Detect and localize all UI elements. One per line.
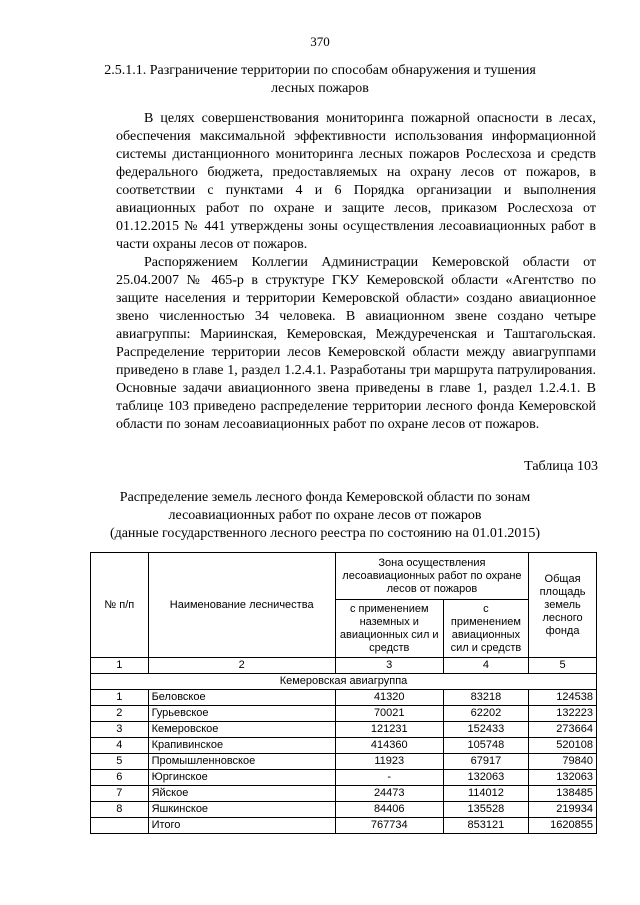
cell-total: 138485	[529, 786, 597, 802]
cell-name: Кемеровское	[148, 722, 335, 738]
cell-name: Беловское	[148, 690, 335, 706]
table-row	[91, 738, 597, 754]
paragraph: Распоряжением Коллегии Администрации Кемеровской области от 25.04.2007 № 465-р в структуре ГКУ Кемеровской области «Агентство по защите населения и территории Кемеровской области» создано авиационное звено численностью 34 человека. В авиационном звене создано четыре авиагруппы: Мариинская, Кемеровская, Междуреченская и Таштагольская. Распределение территории лесов Кемеровской области между авиагруппами приведено в главе 1, раздел 1.2.4.1. Разработаны три маршрута патрулирования. Основные задачи авиационного звена приведены в главе 1, раздел 1.2.4.1. В таблице 103 приведено распределение территории лесного фонда Кемеровской области по зонам лесоавиационных работ по охране лесов от пожаров.	[116, 255, 596, 432]
cell-total: 219934	[529, 802, 597, 818]
cell-num: 4	[91, 738, 149, 754]
cell-ground: 41320	[335, 690, 443, 706]
table-row	[91, 706, 597, 722]
cell-num: 3	[91, 722, 149, 738]
cell-num: 2	[91, 706, 149, 722]
cell-ground: 121231	[335, 722, 443, 738]
cell-total: 132063	[529, 770, 597, 786]
table-row	[91, 770, 597, 786]
cell-num	[91, 818, 149, 834]
cell-ground: -	[335, 770, 443, 786]
cell-air: 114012	[443, 786, 528, 802]
cell-name: Гурьевское	[148, 706, 335, 722]
table-label: Таблица 103	[524, 459, 598, 474]
cell-ground: 767734	[335, 818, 443, 834]
header-air: с применением авиационных сил и средств	[443, 600, 528, 658]
table-row	[91, 754, 597, 770]
cell-air: 135528	[443, 802, 528, 818]
table-title-line: Распределение земель лесного фонда Кемеровской области по зонам	[119, 490, 531, 505]
cell-air: 83218	[443, 690, 528, 706]
cell-ground: 11923	[335, 754, 443, 770]
cell-name: Итого	[148, 818, 335, 834]
cell-ground: 70021	[335, 706, 443, 722]
cell-total: 273664	[529, 722, 597, 738]
cell-num: 6	[91, 770, 149, 786]
cell-air: 62202	[443, 706, 528, 722]
cell-num: 1	[91, 690, 149, 706]
column-number: 2	[148, 658, 335, 674]
header-total: Общая площадь земель лесного фонда	[529, 553, 597, 658]
cell-num: 7	[91, 786, 149, 802]
column-number: 1	[91, 658, 149, 674]
cell-ground: 24473	[335, 786, 443, 802]
table-row	[91, 802, 597, 818]
header-zone-group: Зона осуществления лесоавиационных работ по охране лесов от пожаров	[335, 553, 528, 600]
header-ground: с применением наземных и авиационных сил и средств	[335, 600, 443, 658]
cell-air: 152433	[443, 722, 528, 738]
header-name: Наименование лесничества	[148, 553, 335, 658]
section-heading: 2.5.1.1. Разграничение территории по способам обнаружения и тушения лесных пожаров	[104, 63, 536, 96]
total-row	[91, 818, 597, 834]
table-header-row	[91, 553, 597, 600]
cell-name: Промышленновское	[148, 754, 335, 770]
cell-total: 124538	[529, 690, 597, 706]
cell-total: 520108	[529, 738, 597, 754]
table-row	[91, 690, 597, 706]
table-title	[96, 489, 554, 543]
cell-air: 67917	[443, 754, 528, 770]
cell-num: 5	[91, 754, 149, 770]
cell-name: Крапивинское	[148, 738, 335, 754]
cell-name: Яшкинское	[148, 802, 335, 818]
cell-air: 132063	[443, 770, 528, 786]
cell-air: 105748	[443, 738, 528, 754]
cell-ground: 84406	[335, 802, 443, 818]
table-title-line: лесоавиационных работ по охране лесов от пожаров	[168, 508, 482, 523]
page-number: 370	[310, 34, 330, 49]
group-row	[91, 674, 597, 690]
cell-name: Яйское	[148, 786, 335, 802]
cell-num: 8	[91, 802, 149, 818]
column-number: 3	[335, 658, 443, 674]
group-label: Кемеровская авиагруппа	[91, 674, 597, 690]
table-row	[91, 722, 597, 738]
cell-total: 132223	[529, 706, 597, 722]
table-row	[91, 786, 597, 802]
header-num: № п/п	[91, 553, 149, 658]
cell-total: 1620855	[529, 818, 597, 834]
column-number: 4	[443, 658, 528, 674]
forest-zones-table	[90, 552, 597, 834]
column-number: 5	[529, 658, 597, 674]
table-title-line: (данные государственного лесного реестра по состоянию на 01.01.2015)	[109, 526, 541, 541]
cell-total: 79840	[529, 754, 597, 770]
cell-name: Юргинское	[148, 770, 335, 786]
cell-air: 853121	[443, 818, 528, 834]
paragraph: В целях совершенствования мониторинга пожарной опасности в лесах, обеспечения максимальной эффективности использования информационной системы дистанционного мониторинга лесных пожаров Рослесхоза и средств федерального бюджета, предоставляемых на охрану лесов от пожаров, в соответствии с пунктами 4 и 6 Порядка организации и выполнения авиационных работ по охране и защите лесов, приказом Рослесхоза от 01.12.2015 № 441 утверждены зоны осуществления лесоавиационных работ в части охраны лесов от пожаров.	[116, 111, 596, 252]
body-text	[116, 110, 596, 434]
column-numbers-row	[91, 658, 597, 674]
cell-ground: 414360	[335, 738, 443, 754]
